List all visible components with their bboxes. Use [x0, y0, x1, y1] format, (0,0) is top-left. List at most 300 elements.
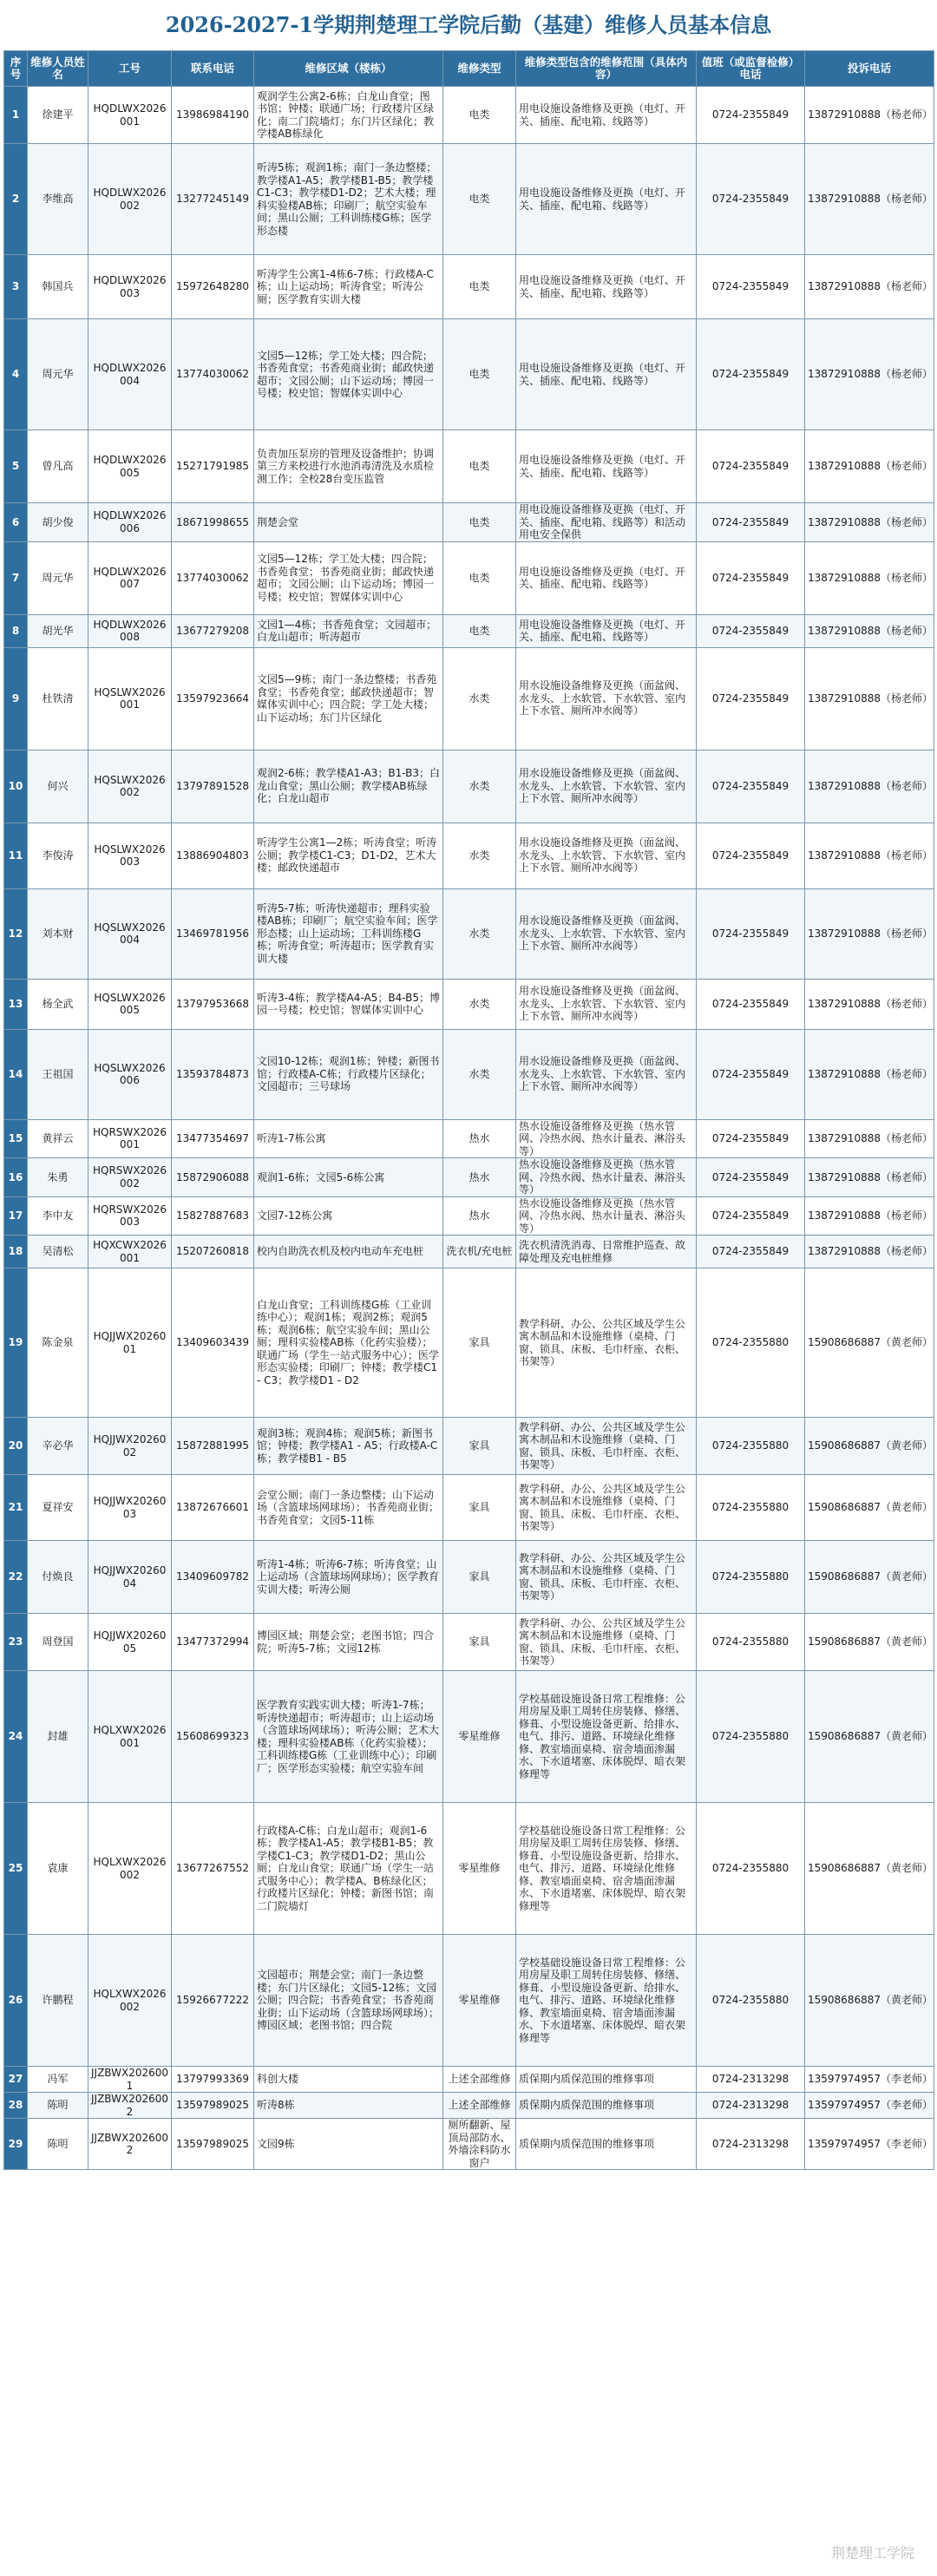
table-row: [4, 1119, 934, 1158]
staff-id-cell: HQRSWX2026001: [88, 1119, 172, 1158]
staff-id-cell: JJZBWX2026002: [88, 2119, 172, 2170]
repair-type-cell: 家具: [443, 1475, 516, 1541]
staff-name-cell: 李俊涛: [28, 823, 88, 888]
staff-name-cell: 朱勇: [28, 1158, 88, 1197]
staff-name-cell: 杜铁清: [28, 647, 88, 750]
repair-area-cell: 听涛1-4栋；听涛6-7栋；听涛食堂；山上运动场（含篮球场网球场）；医学教育实训大楼；听涛公厕: [254, 1541, 443, 1614]
complaint-phone-cell: 13872910888（杨老师）: [805, 319, 934, 430]
row-index-cell: 17: [4, 1196, 28, 1236]
row-index-cell: 14: [4, 1029, 28, 1119]
repair-type-cell: 热水: [443, 1158, 516, 1197]
staff-id-cell: JJZBWX2026002: [88, 2093, 172, 2119]
repair-type-cell: 电类: [443, 87, 516, 144]
repair-area-cell: 听涛学生公寓1—2栋；听涛食堂；听涛公厕；教学楼C1-C3；D1-D2，艺术大楼；邮政快递超市: [254, 823, 443, 888]
duty-phone-cell: 0724-2355849: [697, 541, 805, 614]
repair-scope-cell: 质保期内质保范围的维修事项: [516, 2093, 697, 2119]
table-row: [4, 430, 934, 503]
staff-id-cell: HQDLWX2026003: [88, 255, 172, 319]
row-index-cell: 19: [4, 1268, 28, 1418]
staff-phone-cell: 15872881995: [172, 1418, 254, 1475]
complaint-phone-cell: 15908686887（黄老师）: [805, 1541, 934, 1614]
col-type-header: 维修类型: [443, 51, 516, 87]
row-index-cell: 12: [4, 888, 28, 979]
row-index-cell: 4: [4, 319, 28, 430]
table-row: [4, 1541, 934, 1614]
complaint-phone-cell: 13872910888（杨老师）: [805, 614, 934, 647]
repair-type-cell: 电类: [443, 144, 516, 255]
repair-area-cell: 文园5—12栋；学工处大楼；四合院；书香苑食堂；书香苑商业街；邮政快递超市；文园公厕；山下运动场；博园一号楼；校史馆；智媒体实训中心: [254, 541, 443, 614]
repair-type-cell: 洗衣机/充电桩: [443, 1236, 516, 1268]
repair-area-cell: 观润3栋；观润4栋；观润5栋；新图书馆；钟楼；教学楼A1 - A5；行政楼A-C栋；教学楼B1 - B5: [254, 1418, 443, 1475]
complaint-phone-cell: 13872910888（杨老师）: [805, 647, 934, 750]
staff-name-cell: 许鹏程: [28, 1935, 88, 2067]
staff-name-cell: 周元华: [28, 319, 88, 430]
repair-scope-cell: 热水设施设备维修及更换（热水管网、冷热水阀、热水计量表、淋浴头等）: [516, 1158, 697, 1197]
repair-type-cell: 上述全部维修: [443, 2067, 516, 2093]
row-index-cell: 18: [4, 1236, 28, 1268]
complaint-phone-cell: 13872910888（杨老师）: [805, 255, 934, 319]
duty-phone-cell: 0724-2355849: [697, 888, 805, 979]
complaint-phone-cell: 13872910888（杨老师）: [805, 1119, 934, 1158]
row-index-cell: 20: [4, 1418, 28, 1475]
row-index-cell: 13: [4, 979, 28, 1029]
repair-type-cell: 家具: [443, 1268, 516, 1418]
staff-phone-cell: 15926677222: [172, 1935, 254, 2067]
staff-phone-cell: 13677267552: [172, 1803, 254, 1935]
staff-name-cell: 陈金泉: [28, 1268, 88, 1418]
repair-area-cell: 观润学生公寓2-6栋；白龙山食堂；图书馆；钟楼；联通广场；行政楼片区绿化；南二门院墙灯；东门片区绿化；教学楼AB栋绿化: [254, 87, 443, 144]
complaint-phone-cell: 13872910888（杨老师）: [805, 1029, 934, 1119]
complaint-phone-cell: 15908686887（黄老师）: [805, 1268, 934, 1418]
duty-phone-cell: 0724-2355880: [697, 1475, 805, 1541]
duty-phone-cell: 0724-2355880: [697, 1935, 805, 2067]
row-index-cell: 25: [4, 1803, 28, 1935]
staff-phone-cell: 13469781956: [172, 888, 254, 979]
staff-name-cell: 夏祥安: [28, 1475, 88, 1541]
staff-name-cell: 杨全武: [28, 979, 88, 1029]
staff-phone-cell: 13797891528: [172, 750, 254, 823]
table-row: [4, 888, 934, 979]
duty-phone-cell: 0724-2355849: [697, 979, 805, 1029]
staff-phone-cell: 13597989025: [172, 2093, 254, 2119]
duty-phone-cell: 0724-2355880: [697, 1268, 805, 1418]
repair-area-cell: 听涛5-7栋；听涛快递超市；理科实验楼AB栋；印刷厂；航空实验车间；医学形态楼；山上运动场；工科训练楼G栋；听涛食堂；听涛超市；医学教育实训大楼: [254, 888, 443, 979]
staff-name-cell: 曾凡高: [28, 430, 88, 503]
repair-scope-cell: 用水设施设备维修及更换（面盆阀、水龙头、上水软管、下水软管、室内上下水管、厕所冲水阀等）: [516, 823, 697, 888]
staff-table: [3, 50, 934, 2170]
staff-phone-cell: 13409609782: [172, 1541, 254, 1614]
table-row: [4, 979, 934, 1029]
repair-type-cell: 电类: [443, 614, 516, 647]
staff-id-cell: HQJJWX2026001: [88, 1268, 172, 1418]
col-index-header: 序号: [4, 51, 28, 87]
staff-phone-cell: 15608699323: [172, 1671, 254, 1803]
row-index-cell: 6: [4, 503, 28, 542]
repair-scope-cell: 学校基础设施设备日常工程维修：公用房屋及职工周转住房装修、修缮、修葺、小型设施设备更新、给排水、电气、排污、道路、环境绿化维修修、教室墙面桌椅、宿舍墙面渗漏水、下水道堵塞、床体脱焊、暗衣架修理等: [516, 1803, 697, 1935]
duty-phone-cell: 0724-2313298: [697, 2067, 805, 2093]
repair-type-cell: 零星维修: [443, 1671, 516, 1803]
repair-type-cell: 家具: [443, 1541, 516, 1614]
repair-area-cell: 文园10-12栋；观润1栋；钟楼；新图书馆；行政楼A-C栋；行政楼片区绿化；文园超市；三号球场: [254, 1029, 443, 1119]
duty-phone-cell: 0724-2355849: [697, 255, 805, 319]
repair-area-cell: 听涛3-4栋；教学楼A4-A5；B4-B5；博园一号楼；校史馆；智媒体实训中心: [254, 979, 443, 1029]
staff-name-cell: 徐建平: [28, 87, 88, 144]
complaint-phone-cell: 15908686887（黄老师）: [805, 1803, 934, 1935]
duty-phone-cell: 0724-2355849: [697, 144, 805, 255]
staff-phone-cell: 13477354697: [172, 1119, 254, 1158]
staff-phone-cell: 13886904803: [172, 823, 254, 888]
staff-id-cell: HQDLWX2026005: [88, 430, 172, 503]
staff-id-cell: HQDLWX2026007: [88, 541, 172, 614]
repair-scope-cell: 用电设施设备维修及更换（电灯、开关、插座、配电箱、线路等）和活动用电安全保供: [516, 503, 697, 542]
repair-type-cell: 水类: [443, 823, 516, 888]
repair-area-cell: 文园5—9栋；南门一条边整楼；书香苑食堂；书香苑食堂；邮政快递超市；智媒体实训中心；四合院；学工处大楼；山下运动场；东门片区绿化: [254, 647, 443, 750]
staff-id-cell: HQDLWX2026002: [88, 144, 172, 255]
complaint-phone-cell: 13872910888（杨老师）: [805, 888, 934, 979]
repair-type-cell: 上述全部维修: [443, 2093, 516, 2119]
repair-type-cell: 水类: [443, 979, 516, 1029]
staff-phone-cell: 13277245149: [172, 144, 254, 255]
complaint-phone-cell: 13872910888（杨老师）: [805, 87, 934, 144]
row-index-cell: 5: [4, 430, 28, 503]
staff-name-cell: 韩国兵: [28, 255, 88, 319]
staff-phone-cell: 13597923664: [172, 647, 254, 750]
staff-phone-cell: 13597989025: [172, 2119, 254, 2170]
staff-name-cell: 胡光华: [28, 614, 88, 647]
staff-id-cell: HQDLWX2026004: [88, 319, 172, 430]
duty-phone-cell: 0724-2355880: [697, 1541, 805, 1614]
repair-scope-cell: 热水设施设备维修及更换（热水管网、冷热水阀、热水计量表、淋浴头等）: [516, 1119, 697, 1158]
repair-area-cell: 听涛5栋；观润1栋；南门一条边整楼；教学楼A1-A5；教学楼B1-B5；教学楼C1-C3；教学楼D1-D2；艺术大楼；理科实验楼AB栋；印刷厂；航空实验车间；黑山公厕；工科训练楼G栋；医学形态楼: [254, 144, 443, 255]
row-index-cell: 15: [4, 1119, 28, 1158]
table-row: [4, 1614, 934, 1671]
row-index-cell: 29: [4, 2119, 28, 2170]
repair-scope-cell: 教学科研、办公、公共区域及学生公寓木制品和木设施维修（桌椅、门窗、锁具、床板、毛巾杆座、衣柜、书架等）: [516, 1614, 697, 1671]
staff-phone-cell: 15872906088: [172, 1158, 254, 1197]
staff-phone-cell: 18671998655: [172, 503, 254, 542]
complaint-phone-cell: 15908686887（黄老师）: [805, 1418, 934, 1475]
repair-area-cell: 文园超市；荆楚会堂；南门一条边整楼；东门片区绿化；文园5-12栋；文园公厕；四合院；书香苑食堂；书香苑商业街；山下运动场（含篮球场网球场）；博园区域；老图书馆；四合院: [254, 1935, 443, 2067]
complaint-phone-cell: 13872910888（杨老师）: [805, 430, 934, 503]
row-index-cell: 28: [4, 2093, 28, 2119]
repair-area-cell: 文园5—12栋；学工处大楼；四合院；书香苑食堂；书香苑商业街；邮政快递超市；文园公厕；山下运动场；博园一号楼；校史馆；智媒体实训中心: [254, 319, 443, 430]
repair-area-cell: 荆楚会堂: [254, 503, 443, 542]
repair-type-cell: 零星维修: [443, 1935, 516, 2067]
staff-id-cell: HQLXWX2026002: [88, 1935, 172, 2067]
staff-phone-cell: 15827887683: [172, 1196, 254, 1236]
staff-name-cell: 周元华: [28, 541, 88, 614]
row-index-cell: 1: [4, 87, 28, 144]
repair-type-cell: 热水: [443, 1196, 516, 1236]
duty-phone-cell: 0724-2355849: [697, 87, 805, 144]
staff-id-cell: JJZBWX2026001: [88, 2067, 172, 2093]
row-index-cell: 22: [4, 1541, 28, 1614]
duty-phone-cell: 0724-2355849: [697, 503, 805, 542]
complaint-phone-cell: 15908686887（黄老师）: [805, 1935, 934, 2067]
row-index-cell: 26: [4, 1935, 28, 2067]
table-row: [4, 2067, 934, 2093]
staff-phone-cell: 13797953668: [172, 979, 254, 1029]
duty-phone-cell: 0724-2355849: [697, 1119, 805, 1158]
repair-type-cell: 电类: [443, 430, 516, 503]
repair-scope-cell: 学校基础设施设备日常工程维修：公用房屋及职工周转住房装修、修缮、修葺、小型设施设备更新、给排水、电气、排污、道路、环境绿化维修修、教室墙面桌椅、宿舍墙面渗漏水、下水道堵塞、床体脱焊、暗衣架修理等: [516, 1671, 697, 1803]
repair-scope-cell: 质保期内质保范围的维修事项: [516, 2119, 697, 2170]
table-row: [4, 614, 934, 647]
staff-name-cell: 陈明: [28, 2093, 88, 2119]
repair-area-cell: 医学教育实践实训大楼；听涛1-7栋；听涛快递超市；听涛超市；山上运动场（含篮球场网球场）；听涛公厕；艺术大楼；理科实验楼AB栋（化药实验楼）；工科训练楼G栋（工业训练中心）；印刷厂；医学形态实验楼；航空实验车间: [254, 1671, 443, 1803]
repair-area-cell: 博园区域；荆楚会堂；老图书馆；四合院；听涛5-7栋；文园12栋: [254, 1614, 443, 1671]
duty-phone-cell: 0724-2313298: [697, 2093, 805, 2119]
staff-phone-cell: 13774030062: [172, 319, 254, 430]
table-row: [4, 2119, 934, 2170]
complaint-phone-cell: 13872910888（杨老师）: [805, 503, 934, 542]
table-row: [4, 1236, 934, 1268]
staff-id-cell: HQSLWX2026006: [88, 1029, 172, 1119]
repair-scope-cell: 用电设施设备维修及更换（电灯、开关、插座、配电箱、线路等）: [516, 319, 697, 430]
duty-phone-cell: 0724-2355849: [697, 823, 805, 888]
row-index-cell: 27: [4, 2067, 28, 2093]
staff-id-cell: HQJJWX2026005: [88, 1614, 172, 1671]
duty-phone-cell: 0724-2355849: [697, 1196, 805, 1236]
repair-scope-cell: 教学科研、办公、公共区域及学生公寓木制品和木设施维修（桌椅、门窗、锁具、床板、毛巾杆座、衣柜、书架等）: [516, 1541, 697, 1614]
complaint-phone-cell: 15908686887（黄老师）: [805, 1475, 934, 1541]
repair-type-cell: 家具: [443, 1614, 516, 1671]
col-complaint-phone-header: 投诉电话: [805, 51, 934, 87]
row-index-cell: 7: [4, 541, 28, 614]
duty-phone-cell: 0724-2355880: [697, 1614, 805, 1671]
table-row: [4, 1158, 934, 1197]
staff-name-cell: 封雄: [28, 1671, 88, 1803]
complaint-phone-cell: 15908686887（黄老师）: [805, 1671, 934, 1803]
table-row: [4, 1196, 934, 1236]
repair-scope-cell: 用水设施设备维修及更换（面盆阀、水龙头、上水软管、下水软管、室内上下水管、厕所冲水阀等）: [516, 979, 697, 1029]
repair-type-cell: 电类: [443, 541, 516, 614]
complaint-phone-cell: 13872910888（杨老师）: [805, 750, 934, 823]
row-index-cell: 24: [4, 1671, 28, 1803]
table-row: [4, 823, 934, 888]
duty-phone-cell: 0724-2355880: [697, 1418, 805, 1475]
table-row: [4, 1803, 934, 1935]
complaint-phone-cell: 13597974957（李老师）: [805, 2067, 934, 2093]
col-scope-header: 维修类型包含的维修范围（具体内容）: [516, 51, 697, 87]
duty-phone-cell: 0724-2355880: [697, 1803, 805, 1935]
repair-type-cell: 水类: [443, 888, 516, 979]
page-title: 2026-2027-1学期荆楚理工学院后勤（基建）维修人员基本信息: [0, 0, 937, 50]
repair-scope-cell: 用水设施设备维修及更换（面盆阀、水龙头、上水软管、下水软管、室内上下水管、厕所冲水阀等）: [516, 750, 697, 823]
repair-scope-cell: 教学科研、办公、公共区域及学生公寓木制品和木设施维修（桌椅、门窗、锁具、床板、毛巾杆座、衣柜、书架等）: [516, 1418, 697, 1475]
repair-type-cell: 电类: [443, 319, 516, 430]
table-row: [4, 255, 934, 319]
col-phone-header: 联系电话: [172, 51, 254, 87]
staff-phone-cell: 15972648280: [172, 255, 254, 319]
staff-phone-cell: 13797993369: [172, 2067, 254, 2093]
row-index-cell: 10: [4, 750, 28, 823]
staff-phone-cell: 13593784873: [172, 1029, 254, 1119]
staff-name-cell: 何兴: [28, 750, 88, 823]
duty-phone-cell: 0724-2355849: [697, 647, 805, 750]
repair-area-cell: 会堂公厕；南门一条边整楼；山下运动场（含篮球场网球场）；书香苑商业街；书香苑食堂；文园5-11栋: [254, 1475, 443, 1541]
staff-name-cell: 刘本财: [28, 888, 88, 979]
repair-area-cell: 文园7-12栋公寓: [254, 1196, 443, 1236]
repair-type-cell: 厕所翻新、屋顶局部防水、外墙涂料防水窗户: [443, 2119, 516, 2170]
staff-phone-cell: 13477372994: [172, 1614, 254, 1671]
repair-area-cell: 文园1—4栋；书香苑食堂；文园超市；白龙山超市；听涛超市: [254, 614, 443, 647]
row-index-cell: 3: [4, 255, 28, 319]
row-index-cell: 11: [4, 823, 28, 888]
staff-id-cell: HQSLWX2026005: [88, 979, 172, 1029]
staff-name-cell: 黄祥云: [28, 1119, 88, 1158]
row-index-cell: 8: [4, 614, 28, 647]
staff-name-cell: 付焕良: [28, 1541, 88, 1614]
repair-scope-cell: 用水设施设备维修及更换（面盆阀、水龙头、上水软管、下水软管、室内上下水管、厕所冲水阀等）: [516, 1029, 697, 1119]
repair-scope-cell: 用电设施设备维修及更换（电灯、开关、插座、配电箱、线路等）: [516, 430, 697, 503]
duty-phone-cell: 0724-2355849: [697, 430, 805, 503]
staff-name-cell: 王祖国: [28, 1029, 88, 1119]
table-row: [4, 319, 934, 430]
staff-name-cell: 陈明: [28, 2119, 88, 2170]
repair-scope-cell: 教学科研、办公、公共区域及学生公寓木制品和木设施维修（桌椅、门窗、锁具、床板、毛巾杆座、衣柜、书架等）: [516, 1475, 697, 1541]
staff-id-cell: HQDLWX2026006: [88, 503, 172, 542]
repair-scope-cell: 用电设施设备维修及更换（电灯、开关、插座、配电箱、线路等）: [516, 541, 697, 614]
staff-phone-cell: 13774030062: [172, 541, 254, 614]
repair-area-cell: 科创大楼: [254, 2067, 443, 2093]
staff-id-cell: HQJJWX2026002: [88, 1418, 172, 1475]
row-index-cell: 23: [4, 1614, 28, 1671]
staff-id-cell: HQLXWX2026002: [88, 1803, 172, 1935]
repair-area-cell: 行政楼A-C栋；白龙山超市；观润1-6栋；教学楼A1-A5；教学楼B1-B5；教学楼C1-C3；教学楼D1-D2；黑山公厕；白龙山食堂；联通广场（学生一站式服务中心）；教学楼A、B栋绿化区；行政楼片区绿化；钟楼；新图书馆；南二门院墙灯: [254, 1803, 443, 1935]
table-row: [4, 2093, 934, 2119]
repair-scope-cell: 洗衣机清洗消毒、日常维护巡查、故障处理及充电桩维修: [516, 1236, 697, 1268]
table-row: [4, 87, 934, 144]
complaint-phone-cell: 15908686887（黄老师）: [805, 1614, 934, 1671]
repair-scope-cell: 质保期内质保范围的维修事项: [516, 2067, 697, 2093]
table-row: [4, 1671, 934, 1803]
staff-id-cell: HQSLWX2026004: [88, 888, 172, 979]
repair-area-cell: 文园9栋: [254, 2119, 443, 2170]
complaint-phone-cell: 13597974957（李老师）: [805, 2093, 934, 2119]
staff-name-cell: 冯军: [28, 2067, 88, 2093]
col-area-header: 维修区域（楼栋）: [254, 51, 443, 87]
repair-area-cell: 观润1-6栋；文园5-6栋公寓: [254, 1158, 443, 1197]
complaint-phone-cell: 13872910888（杨老师）: [805, 1196, 934, 1236]
repair-area-cell: 听涛1-7栋公寓: [254, 1119, 443, 1158]
complaint-phone-cell: 13872910888（杨老师）: [805, 1236, 934, 1268]
staff-phone-cell: 13986984190: [172, 87, 254, 144]
staff-id-cell: HQLXWX2026001: [88, 1671, 172, 1803]
header-row: [4, 51, 934, 87]
staff-id-cell: HQRSWX2026002: [88, 1158, 172, 1197]
table-row: [4, 1268, 934, 1418]
duty-phone-cell: 0724-2355849: [697, 614, 805, 647]
repair-type-cell: 水类: [443, 1029, 516, 1119]
table-row: [4, 1935, 934, 2067]
staff-phone-cell: 13872676601: [172, 1475, 254, 1541]
table-row: [4, 1029, 934, 1119]
staff-id-cell: HQSLWX2026002: [88, 750, 172, 823]
table-row: [4, 647, 934, 750]
complaint-phone-cell: 13872910888（杨老师）: [805, 541, 934, 614]
staff-name-cell: 辛必华: [28, 1418, 88, 1475]
table-row: [4, 503, 934, 542]
repair-type-cell: 家具: [443, 1418, 516, 1475]
repair-area-cell: 听涛8栋: [254, 2093, 443, 2119]
duty-phone-cell: 0724-2355849: [697, 750, 805, 823]
duty-phone-cell: 0724-2355849: [697, 319, 805, 430]
table-row: [4, 750, 934, 823]
repair-type-cell: 热水: [443, 1119, 516, 1158]
repair-scope-cell: 用水设施设备维修及更换（面盆阀、水龙头、上水软管、下水软管、室内上下水管、厕所冲水阀等）: [516, 888, 697, 979]
staff-name-cell: 吴清松: [28, 1236, 88, 1268]
repair-scope-cell: 用电设施设备维修及更换（电灯、开关、插座、配电箱、线路等）: [516, 255, 697, 319]
repair-scope-cell: 教学科研、办公、公共区域及学生公寓木制品和木设施维修（桌椅、门窗、锁具、床板、毛巾杆座、衣柜、书架等）: [516, 1268, 697, 1418]
repair-area-cell: 观润2-6栋；教学楼A1-A3；B1-B3；白龙山食堂；黑山公厕；教学楼AB栋绿化；白龙山超市: [254, 750, 443, 823]
repair-area-cell: 听涛学生公寓1-4栋6-7栋；行政楼A-C栋；山上运动场；听涛食堂；听涛公厕；医学教育实训大楼: [254, 255, 443, 319]
staff-name-cell: 袁康: [28, 1803, 88, 1935]
staff-id-cell: HQDLWX2026001: [88, 87, 172, 144]
row-index-cell: 9: [4, 647, 28, 750]
staff-name-cell: 胡少俊: [28, 503, 88, 542]
table-row: [4, 144, 934, 255]
staff-id-cell: HQRSWX2026003: [88, 1196, 172, 1236]
staff-id-cell: HQDLWX2026008: [88, 614, 172, 647]
repair-area-cell: 校内自助洗衣机及校内电动车充电桩: [254, 1236, 443, 1268]
repair-type-cell: 电类: [443, 503, 516, 542]
complaint-phone-cell: 13872910888（杨老师）: [805, 979, 934, 1029]
col-duty-phone-header: 值班（或监督检修）电话: [697, 51, 805, 87]
staff-name-cell: 李中友: [28, 1196, 88, 1236]
repair-scope-cell: 用电设施设备维修及更换（电灯、开关、插座、配电箱、线路等）: [516, 614, 697, 647]
table-row: [4, 1475, 934, 1541]
staff-id-cell: HQXCWX2026001: [88, 1236, 172, 1268]
table-body: [4, 87, 934, 2170]
staff-id-cell: HQJJWX2026003: [88, 1475, 172, 1541]
col-id-header: 工号: [88, 51, 172, 87]
staff-name-cell: 周登国: [28, 1614, 88, 1671]
row-index-cell: 2: [4, 144, 28, 255]
repair-area-cell: 白龙山食堂；工科训练楼G栋（工业训练中心）；观润1栋；观润2栋；观润5栋；观润6栋；航空实验车间；黑山公厕；理科实验楼AB栋（化药实验楼）；联通广场（学生一站式服务中心）；医学形态实验楼；印刷厂；钟楼；教学楼C1 - C3；教学楼D1 - D2: [254, 1268, 443, 1418]
staff-phone-cell: 15207260818: [172, 1236, 254, 1268]
complaint-phone-cell: 13872910888（杨老师）: [805, 1158, 934, 1197]
repair-scope-cell: 用电设施设备维修及更换（电灯、开关、插座、配电箱、线路等）: [516, 144, 697, 255]
duty-phone-cell: 0724-2355849: [697, 1236, 805, 1268]
duty-phone-cell: 0724-2313298: [697, 2119, 805, 2170]
repair-type-cell: 零星维修: [443, 1803, 516, 1935]
staff-phone-cell: 15271791985: [172, 430, 254, 503]
duty-phone-cell: 0724-2355849: [697, 1029, 805, 1119]
staff-id-cell: HQJJWX2026004: [88, 1541, 172, 1614]
table-row: [4, 1418, 934, 1475]
repair-scope-cell: 用电设施设备维修及更换（电灯、开关、插座、配电箱、线路等）: [516, 87, 697, 144]
row-index-cell: 21: [4, 1475, 28, 1541]
col-name-header: 维修人员姓名: [28, 51, 88, 87]
staff-id-cell: HQSLWX2026003: [88, 823, 172, 888]
repair-scope-cell: 热水设施设备维修及更换（热水管网、冷热水阀、热水计量表、淋浴头等）: [516, 1196, 697, 1236]
staff-id-cell: HQSLWX2026001: [88, 647, 172, 750]
duty-phone-cell: 0724-2355849: [697, 1158, 805, 1197]
duty-phone-cell: 0724-2355880: [697, 1671, 805, 1803]
repair-area-cell: 负责加压泵房的管理及设备维护；协调第三方来校进行水池消毒清洗及水质检测工作；全校28台变压监管: [254, 430, 443, 503]
table-header: [4, 51, 934, 87]
repair-type-cell: 水类: [443, 647, 516, 750]
staff-name-cell: 李维高: [28, 144, 88, 255]
row-index-cell: 16: [4, 1158, 28, 1197]
repair-type-cell: 电类: [443, 255, 516, 319]
complaint-phone-cell: 13872910888（杨老师）: [805, 823, 934, 888]
staff-phone-cell: 13677279208: [172, 614, 254, 647]
complaint-phone-cell: 13872910888（杨老师）: [805, 144, 934, 255]
repair-scope-cell: 用水设施设备维修及更换（面盆阀、水龙头、上水软管、下水软管、室内上下水管、厕所冲水阀等）: [516, 647, 697, 750]
complaint-phone-cell: 13597974957（李老师）: [805, 2119, 934, 2170]
